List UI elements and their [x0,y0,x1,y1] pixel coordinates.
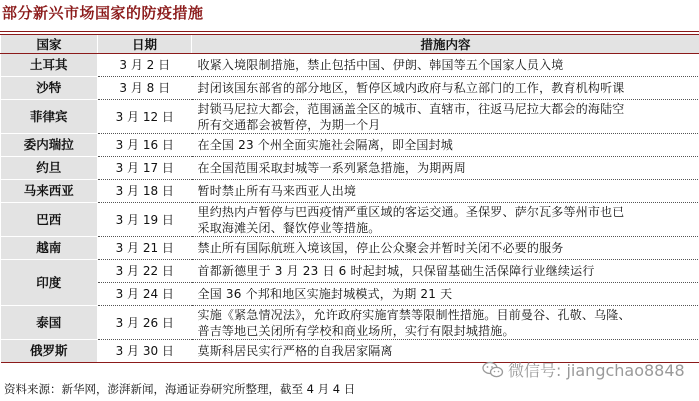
table-row [1,77,699,100]
date-cell: 3 月 26 日 [98,306,192,340]
table-row [1,100,699,134]
watermark [482,358,685,381]
table-row [1,134,699,157]
header-date: 日期 [98,35,192,54]
measure-cell [192,157,699,180]
date-cell: 3 月 8 日 [98,77,192,100]
country-cell: 菲律宾 [1,100,98,134]
country-cell: 越南 [1,237,98,260]
country-cell: 泰国 [1,306,98,340]
table-row [1,283,699,306]
measure-line: 所有交通都会被暂停，为期一个月 [197,117,381,132]
measure-cell [192,54,699,77]
date-cell: 3 月 12 日 [98,100,192,134]
measure-line: 实施《紧急情况法》，允许政府实施宵禁等限制性措施。目前曼谷、孔敬、乌隆、 [197,307,631,322]
table-row [1,260,699,283]
date-cell: 3 月 24 日 [98,283,192,306]
country-cell: 俄罗斯 [1,340,98,363]
country-cell: 委内瑞拉 [1,134,98,157]
country-cell: 约旦 [1,157,98,180]
measure-line: 在全国范围采取封城等一系列紧急措施，为期两周 [197,161,466,175]
measure-line: 莫斯科居民实行严格的自我居家隔离 [197,344,393,358]
measure-line: 禁止所有国际航班入境该国，停止公众聚会并暂时关闭不必要的服务 [197,241,564,255]
measure-line: 封闭该国东部省的部分地区，暂停区域内政府与私立部门的工作，教育机构听课 [197,81,625,95]
date-cell: 3 月 2 日 [98,54,192,77]
measure-line: 首都新德里于 3 月 23 日 6 时起封城，只保留基础生活保障行业继续运行 [197,264,595,278]
source-note: 资料来源：新华网，澎湃新闻，海通证券研究所整理，截至 4 月 4 日 [4,382,356,396]
measure-cell [192,134,699,157]
measure-line: 采取海滩关闭、餐饮停业等措施。 [197,220,381,235]
date-cell: 3 月 21 日 [98,237,192,260]
measure-cell [192,203,699,237]
date-cell: 3 月 17 日 [98,157,192,180]
table-row [1,237,699,260]
measure-line: 全国 36 个邦和地区实施封城模式，为期 21 天 [197,287,453,301]
measure-cell [192,283,699,306]
header-measures: 措施内容 [192,35,699,54]
measure-line: 里约热内卢暂停与巴西疫情严重区域的客运交通。圣保罗、萨尔瓦多等州市也已 [197,204,625,219]
date-cell: 3 月 30 日 [98,340,192,363]
country-cell: 土耳其 [1,54,98,77]
date-cell: 3 月 19 日 [98,203,192,237]
title-rule [0,31,699,32]
measure-line: 在全国 23 个州全面实施社会隔离，即全国封城 [197,138,454,152]
table-row [1,180,699,203]
measure-cell [192,77,699,100]
measures-table [0,35,699,363]
measure-cell [192,100,699,134]
table-row [1,203,699,237]
header-country: 国家 [1,35,98,54]
measure-line: 普吉等地已关闭所有学校和商业场所，实行有限封城措施。 [197,323,515,338]
table-body [1,54,699,363]
country-cell: 巴西 [1,203,98,237]
measure-line: 收紧入境限制措施，禁止包括中国、伊朗、韩国等五个国家人员入境 [197,58,564,72]
date-cell: 3 月 18 日 [98,180,192,203]
watermark-text: 微信号: jiangchao8848 [508,361,685,380]
measure-cell [192,260,699,283]
measure-line: 封锁马尼拉大都会，范围涵盖全区的城市、直辖市，往返马尼拉大都会的海陆空 [197,101,625,116]
country-cell: 印度 [1,260,98,306]
measure-cell [192,237,699,260]
table-row [1,157,699,180]
table-header-row [1,35,699,54]
measure-cell [192,180,699,203]
measure-line: 暂时禁止所有马来西亚人出境 [197,184,357,198]
page-title: 部分新兴市场国家的防疫措施 [2,4,204,22]
country-cell: 沙特 [1,77,98,100]
table-row [1,54,699,77]
date-cell: 3 月 16 日 [98,134,192,157]
table-row [1,306,699,340]
date-cell: 3 月 22 日 [98,260,192,283]
country-cell: 马来西亚 [1,180,98,203]
wechat-icon [482,361,504,379]
measure-cell [192,306,699,340]
